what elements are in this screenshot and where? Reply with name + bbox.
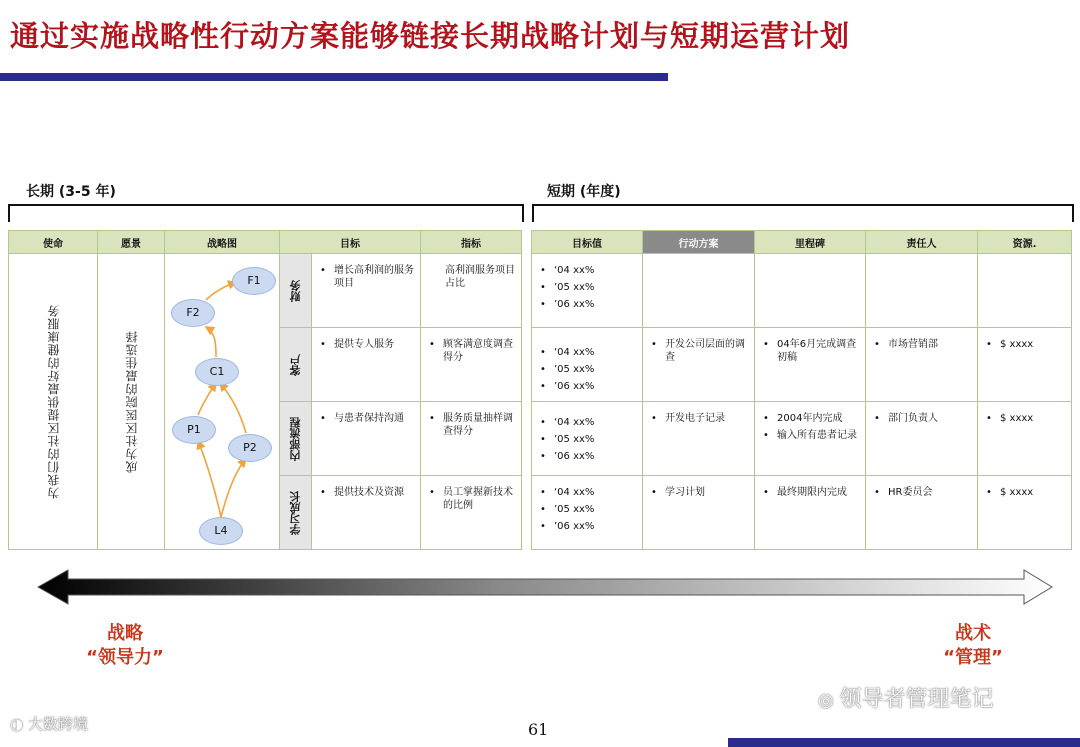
resource-item: • $ xxxx	[984, 412, 1065, 425]
long-term-bracket	[8, 204, 524, 222]
action-item: • 学习计划	[649, 486, 748, 499]
objective-item: • 增长高利润的服务项目	[318, 264, 414, 290]
resource-cell	[978, 254, 1072, 328]
target-item: • ‘04 xx%	[538, 264, 636, 277]
indicator-cell	[421, 402, 522, 476]
long-term-label: 长期 (3-5 年)	[26, 184, 116, 200]
vision-text: 成为社区医院的最佳选择	[124, 330, 139, 473]
target-item: • ‘04 xx%	[538, 346, 636, 359]
owner-cell	[866, 402, 978, 476]
header-action: 行动方案	[643, 231, 755, 254]
target-item: • ’05 xx%	[538, 281, 636, 294]
target-item: • ’06 xx%	[538, 380, 636, 393]
short-term-label: 短期 (年度)	[547, 184, 621, 200]
strategy-tactics-arrow	[36, 568, 1056, 606]
owner-item: • HR委员会	[872, 486, 971, 499]
page-number: 61	[528, 720, 549, 739]
watermark-logo-icon: ◑	[10, 715, 28, 733]
action-cell	[643, 476, 755, 550]
target-item: • ’05 xx%	[538, 433, 636, 446]
target-item: • ‘04 xx%	[538, 416, 636, 429]
milestone-cell	[755, 402, 866, 476]
resource-cell	[978, 402, 1072, 476]
watermark-left: ◑ 大数跨境	[10, 715, 88, 733]
resource-item: • $ xxxx	[984, 486, 1065, 499]
target-cell	[532, 402, 643, 476]
header-objective: 目标	[280, 231, 421, 254]
target-item: • ‘04 xx%	[538, 486, 636, 499]
target-item: • ’06 xx%	[538, 298, 636, 311]
objective-item: • 提供技术及资源	[318, 486, 414, 499]
header-vision: 愿景	[98, 231, 165, 254]
indicator-text: 高利润服务项目占比	[445, 265, 515, 289]
owner-cell	[866, 254, 978, 328]
mission-text: 为我们的社区提供最好的健康服务	[46, 304, 61, 499]
target-item: • ’05 xx%	[538, 363, 636, 376]
resource-cell	[978, 476, 1072, 550]
mission-cell	[9, 254, 98, 550]
resource-cell	[978, 328, 1072, 402]
target-cell	[532, 254, 643, 328]
perspective-financial: 财务	[280, 254, 312, 328]
perspective-learning: 学习成长	[280, 476, 312, 550]
resource-item: • $ xxxx	[984, 338, 1065, 351]
header-owner: 责任人	[866, 231, 978, 254]
header-milestone: 里程碑	[755, 231, 866, 254]
indicator-cell	[421, 254, 522, 328]
target-item: • ’05 xx%	[538, 503, 636, 516]
milestone-cell	[755, 254, 866, 328]
indicator-item: • 服务质量抽样调查得分	[427, 412, 515, 438]
map-node-p1: P1	[172, 416, 216, 444]
header-indicator: 指标	[421, 231, 522, 254]
owner-item: • 部门负责人	[872, 412, 971, 425]
wechat-icon: ◎	[818, 690, 840, 711]
short-term-table	[531, 230, 1072, 550]
owner-cell	[866, 328, 978, 402]
owner-cell	[866, 476, 978, 550]
short-term-bracket	[532, 204, 1074, 222]
action-cell	[643, 328, 755, 402]
strategy-leadership-label: 战略 “领导力”	[86, 623, 164, 668]
target-item: • ’06 xx%	[538, 520, 636, 533]
objective-cell	[312, 254, 421, 328]
milestone-item: • 04年6月完成调查初稿	[761, 338, 859, 364]
perspective-customer: 客户	[280, 328, 312, 402]
owner-item: • 市场营销部	[872, 338, 971, 351]
indicator-item: • 员工掌握新技术的比例	[427, 486, 515, 512]
milestone-cell	[755, 476, 866, 550]
target-cell	[532, 328, 643, 402]
milestone-item: • 输入所有患者记录	[761, 429, 859, 442]
vision-cell	[98, 254, 165, 550]
header-resource: 资源.	[978, 231, 1072, 254]
objective-cell	[312, 328, 421, 402]
strategy-map	[166, 255, 278, 552]
action-item: • 开发电子记录	[649, 412, 748, 425]
header-mission: 使命	[9, 231, 98, 254]
map-node-l4: L4	[199, 517, 243, 545]
action-item: • 开发公司层面的调查	[649, 338, 748, 364]
header-map: 战略图	[165, 231, 280, 254]
tactics-management-label: 战术 “管理”	[943, 623, 1003, 668]
milestone-cell	[755, 328, 866, 402]
watermark-right: ◎ 领导者管理笔记	[818, 687, 994, 712]
target-cell	[532, 476, 643, 550]
perspective-internal: 内部流程	[280, 402, 312, 476]
indicator-item: • 顾客满意度调查得分	[427, 338, 515, 364]
map-node-f2: F2	[171, 299, 215, 327]
action-cell	[643, 254, 755, 328]
indicator-cell	[421, 328, 522, 402]
indicator-cell	[421, 476, 522, 550]
footer-rule	[728, 738, 1080, 747]
target-item: • ’06 xx%	[538, 450, 636, 463]
objective-item: • 提供专人服务	[318, 338, 414, 351]
map-node-c1: C1	[195, 358, 239, 386]
page-title: 通过实施战略性行动方案能够链接长期战略计划与短期运营计划	[10, 19, 851, 53]
milestone-item: • 2004年内完成	[761, 412, 859, 425]
objective-cell	[312, 476, 421, 550]
objective-cell	[312, 402, 421, 476]
map-node-p2: P2	[228, 434, 272, 462]
header-target: 目标值	[532, 231, 643, 254]
objective-item: • 与患者保持沟通	[318, 412, 414, 425]
map-node-f1: F1	[232, 267, 276, 295]
action-cell	[643, 402, 755, 476]
title-rule	[0, 73, 668, 81]
milestone-item: • 最终期限内完成	[761, 486, 859, 499]
